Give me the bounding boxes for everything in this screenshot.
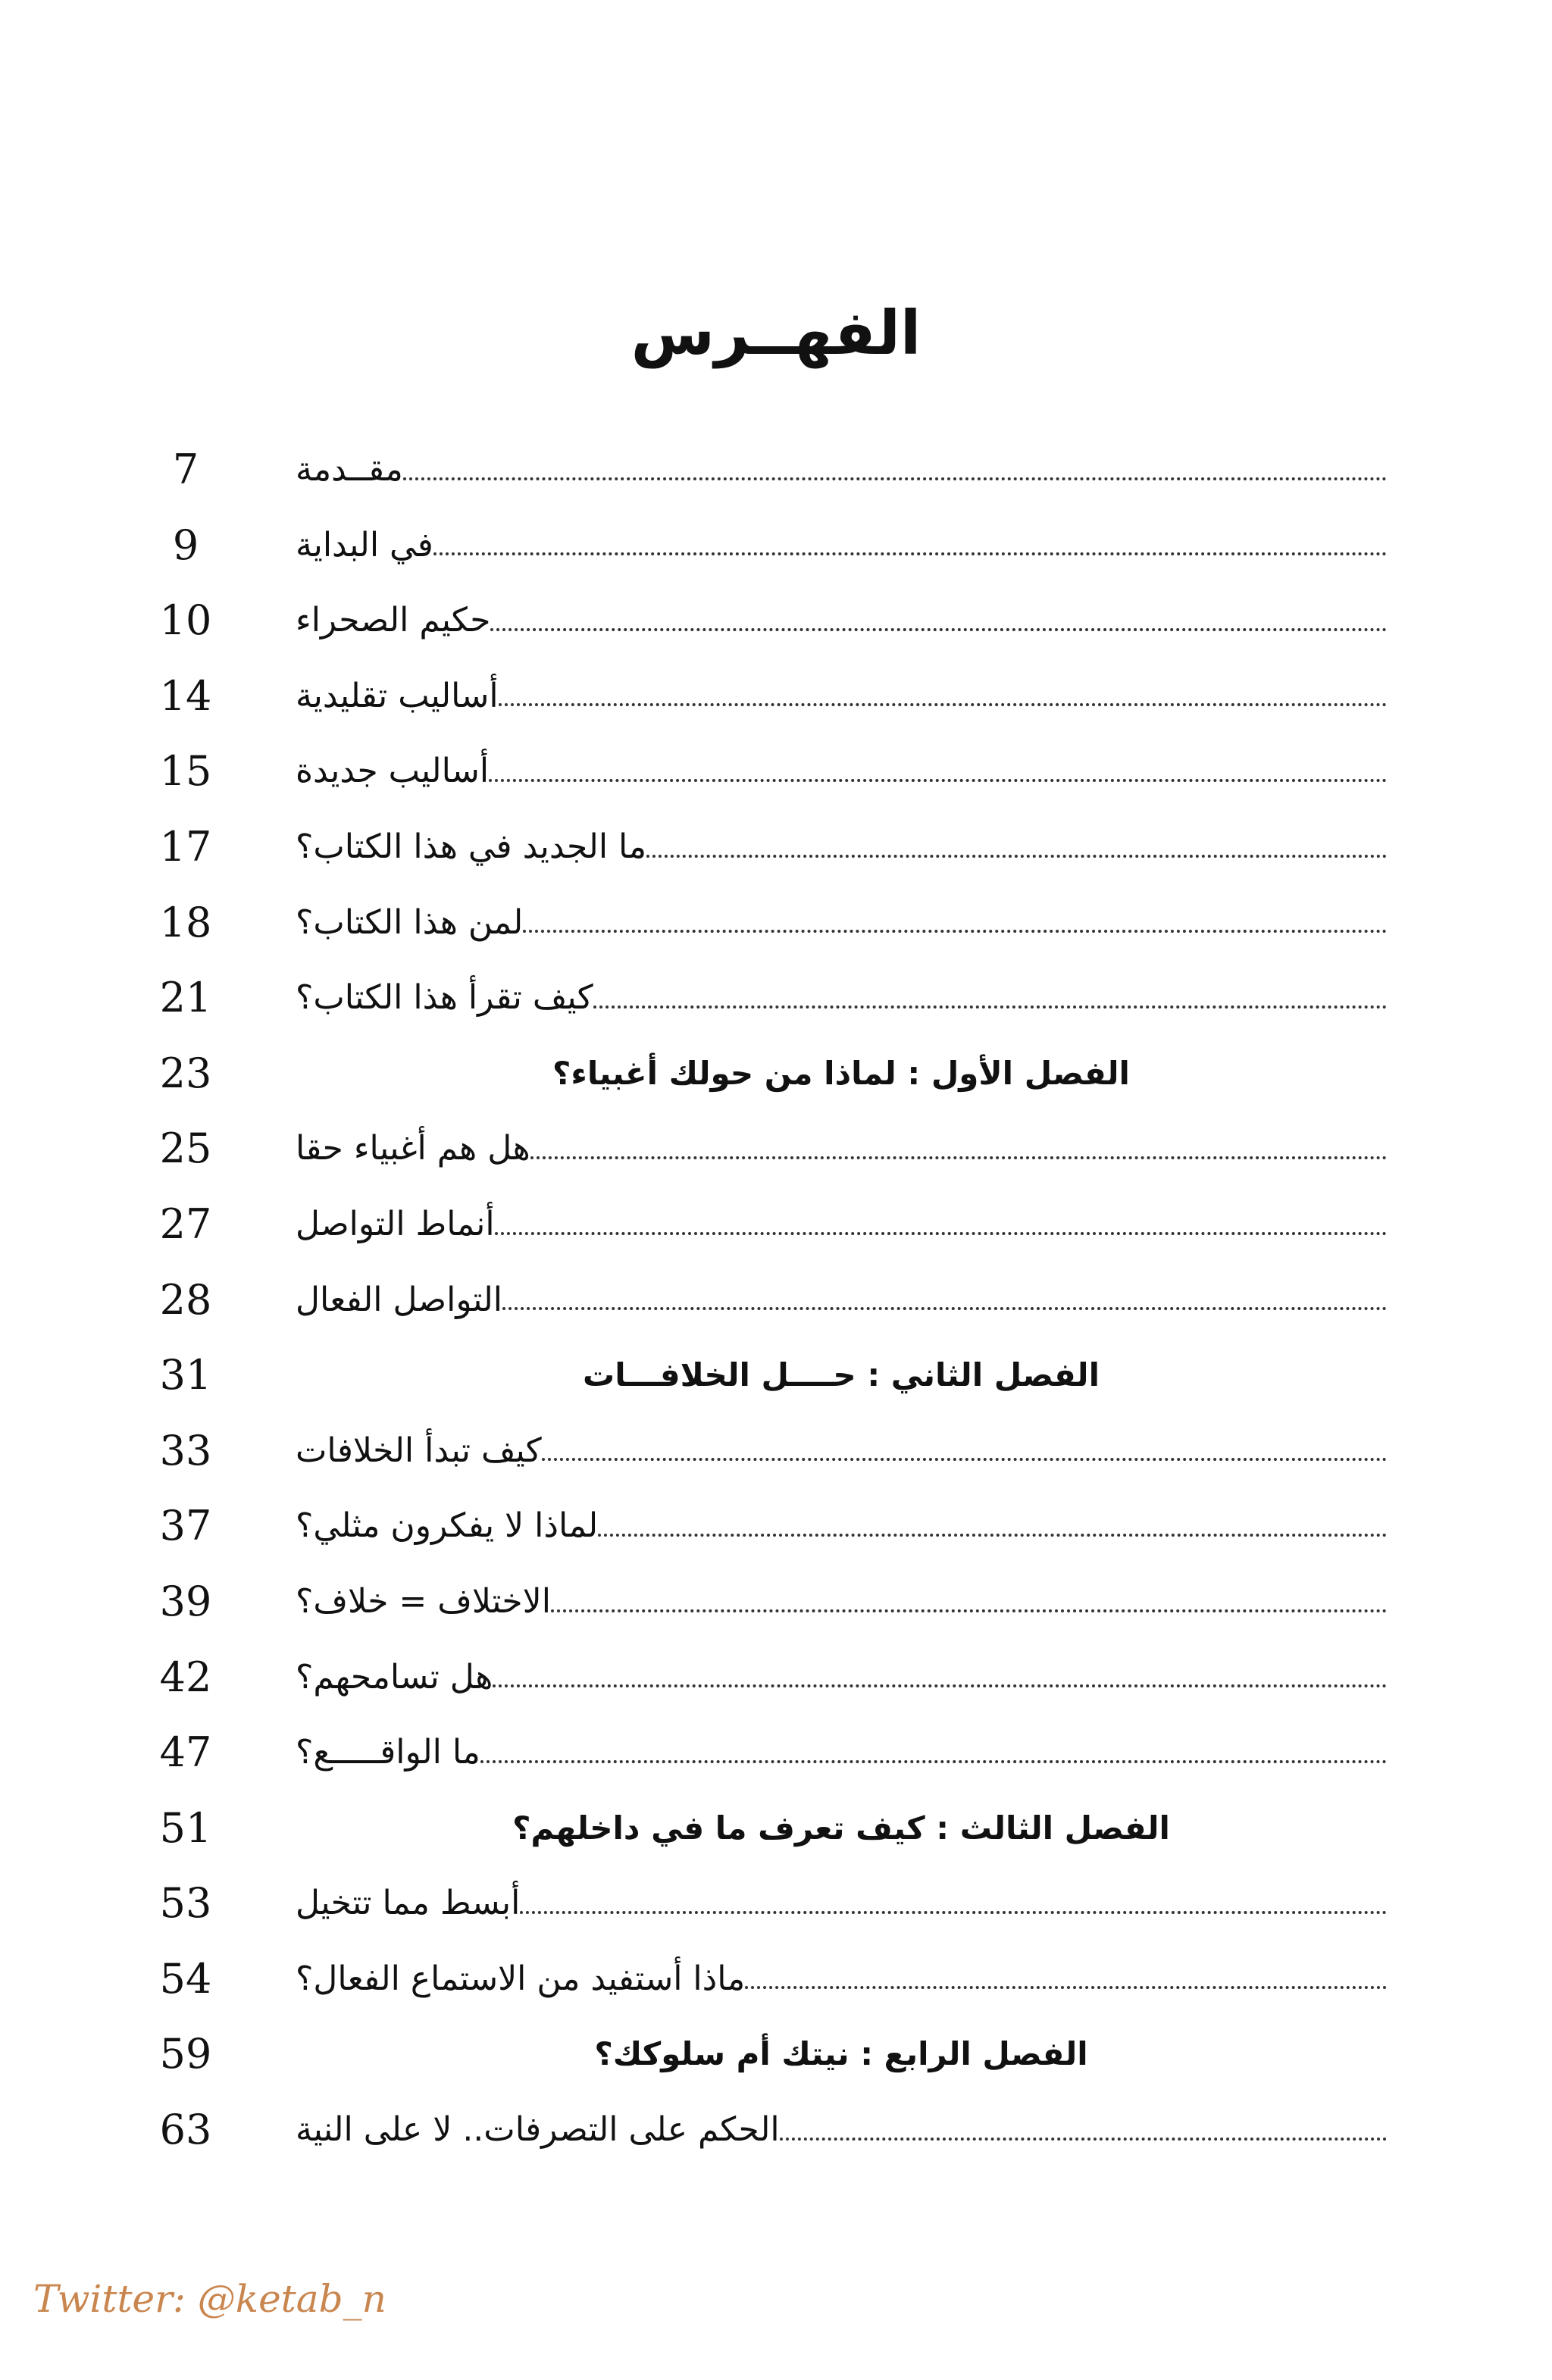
toc-entry-title: ماذا أستفيد من الاستماع الفعال؟ xyxy=(296,1959,746,1998)
toc-page-number: 18 xyxy=(159,898,212,946)
toc-entry xyxy=(293,508,1387,583)
toc-dot-leader xyxy=(495,1232,1387,1235)
toc-entry xyxy=(293,658,1387,734)
toc-chapter-title: الفصل الثاني : حــــل الخلافـــات xyxy=(583,1356,1100,1394)
toc-row xyxy=(152,1640,1387,1715)
table-of-contents xyxy=(152,432,1387,2168)
toc-entry-title: أنماط التواصل xyxy=(296,1204,495,1243)
toc-row xyxy=(152,885,1387,961)
toc-entry-title: حكيم الصحراء xyxy=(296,601,491,640)
toc-entry-title: أبسط مما تتخيل xyxy=(296,1884,521,1923)
toc-page-number: 9 xyxy=(172,521,199,569)
toc-dot-leader xyxy=(530,1156,1387,1159)
toc-dot-leader xyxy=(646,855,1387,858)
toc-entry xyxy=(293,1640,1387,1715)
toc-entry-title: ما الواقـــــع؟ xyxy=(296,1733,480,1772)
toc-dot-leader xyxy=(780,2138,1387,2141)
toc-entry xyxy=(293,1866,1387,1941)
toc-dot-leader xyxy=(490,628,1387,631)
toc-chapter-row xyxy=(152,1790,1387,1866)
toc-entry xyxy=(293,1790,1387,1866)
toc-entry xyxy=(293,885,1387,961)
toc-row xyxy=(152,2092,1387,2168)
toc-entry-title: الحكم على التصرفات.. لا على النية xyxy=(296,2110,780,2150)
toc-dot-leader xyxy=(499,703,1387,706)
toc-entry xyxy=(293,809,1387,885)
toc-page-number: 59 xyxy=(159,2030,212,2078)
toc-page-number: 47 xyxy=(159,1728,212,1777)
toc-entry xyxy=(293,2092,1387,2168)
toc-entry xyxy=(293,432,1387,508)
toc-chapter-title: الفصل الثالث : كيف تعرف ما في داخلهم؟ xyxy=(512,1809,1170,1847)
toc-chapter-row xyxy=(152,1036,1387,1112)
toc-row xyxy=(152,809,1387,885)
toc-chapter-title: الفصل الأول : لماذا من حولك أغبياء؟ xyxy=(552,1054,1130,1092)
toc-row xyxy=(152,1564,1387,1640)
toc-entry-title: التواصل الفعال xyxy=(296,1280,503,1319)
toc-page-number: 37 xyxy=(159,1502,212,1550)
toc-entry xyxy=(293,1187,1387,1262)
toc-dot-leader xyxy=(593,1005,1387,1009)
toc-chapter-title: الفصل الرابع : نيتك أم سلوكك؟ xyxy=(594,2035,1088,2073)
toc-page-number: 28 xyxy=(159,1275,212,1324)
page-title: الفهــرس xyxy=(630,298,922,368)
toc-dot-leader xyxy=(493,1684,1387,1687)
toc-row xyxy=(152,1111,1387,1187)
toc-dot-leader xyxy=(489,779,1387,782)
toc-page-number: 17 xyxy=(159,822,212,871)
toc-entry xyxy=(293,733,1387,809)
toc-entry-title: كيف تبدأ الخلافات xyxy=(296,1431,542,1470)
toc-page-number: 51 xyxy=(159,1803,212,1852)
toc-page-number: 7 xyxy=(172,446,199,493)
toc-entry-title: أساليب جديدة xyxy=(296,752,490,791)
toc-entry xyxy=(293,1111,1387,1187)
toc-entry xyxy=(293,1262,1387,1338)
toc-row xyxy=(152,583,1387,658)
toc-dot-leader xyxy=(523,930,1387,933)
toc-entry-title: الاختلاف = خلاف؟ xyxy=(296,1581,551,1621)
toc-chapter-row xyxy=(152,2016,1387,2092)
toc-dot-leader xyxy=(598,1534,1387,1537)
toc-entry xyxy=(293,583,1387,658)
toc-entry xyxy=(293,960,1387,1036)
footer-credit: Twitter: @ketab_n xyxy=(33,2277,386,2321)
toc-entry xyxy=(293,1413,1387,1489)
toc-dot-leader xyxy=(403,477,1387,480)
toc-page-number: 10 xyxy=(159,596,212,645)
toc-entry xyxy=(293,1488,1387,1564)
toc-row xyxy=(152,658,1387,734)
toc-page-number: 14 xyxy=(159,671,212,720)
toc-entry-title: هل هم أغبياء حقا xyxy=(296,1129,530,1168)
toc-entry-title: أساليب تقليدية xyxy=(296,676,499,715)
toc-entry-title: لمن هذا الكتاب؟ xyxy=(296,902,524,942)
toc-page-number: 54 xyxy=(159,1954,212,2003)
toc-entry-title: مقــدمة xyxy=(296,450,403,489)
toc-dot-leader xyxy=(520,1911,1387,1914)
toc-dot-leader xyxy=(433,552,1387,555)
toc-page-number: 31 xyxy=(159,1351,212,1400)
toc-page-number: 21 xyxy=(159,974,212,1022)
toc-chapter-row xyxy=(152,1337,1387,1413)
toc-dot-leader xyxy=(480,1760,1387,1763)
toc-dot-leader xyxy=(551,1609,1387,1612)
toc-row xyxy=(152,1715,1387,1790)
toc-page-number: 39 xyxy=(159,1577,212,1625)
toc-entry-title: هل تسامحهم؟ xyxy=(296,1657,493,1697)
toc-page-number: 15 xyxy=(159,747,212,796)
toc-dot-leader xyxy=(542,1458,1387,1461)
toc-page-number: 63 xyxy=(159,2106,212,2154)
toc-entry-title: ما الجديد في هذا الكتاب؟ xyxy=(296,827,647,866)
toc-row xyxy=(152,508,1387,583)
toc-row xyxy=(152,1488,1387,1564)
toc-row xyxy=(152,733,1387,809)
toc-page-number: 33 xyxy=(159,1426,212,1475)
toc-entry xyxy=(293,1337,1387,1413)
toc-row xyxy=(152,960,1387,1036)
toc-row xyxy=(152,1262,1387,1338)
toc-page-number: 42 xyxy=(159,1653,212,1701)
toc-page-number: 27 xyxy=(159,1199,212,1248)
toc-row xyxy=(152,1866,1387,1941)
toc-entry xyxy=(293,1715,1387,1790)
toc-row xyxy=(152,1187,1387,1262)
toc-dot-leader xyxy=(745,1986,1387,1989)
toc-row xyxy=(152,432,1387,508)
toc-entry xyxy=(293,1564,1387,1640)
toc-row xyxy=(152,1941,1387,2017)
toc-entry-title: كيف تقرأ هذا الكتاب؟ xyxy=(296,978,593,1018)
toc-page-number: 23 xyxy=(159,1049,212,1097)
toc-dot-leader xyxy=(502,1307,1387,1310)
toc-row xyxy=(152,1413,1387,1489)
toc-entry xyxy=(293,1941,1387,2017)
toc-page-number: 25 xyxy=(159,1124,212,1173)
toc-page-number: 53 xyxy=(159,1879,212,1928)
toc-entry xyxy=(293,1036,1387,1112)
toc-entry-title: لماذا لا يفكرون مثلي؟ xyxy=(296,1506,599,1546)
toc-entry xyxy=(293,2016,1387,2092)
toc-entry-title: في البداية xyxy=(296,525,433,565)
